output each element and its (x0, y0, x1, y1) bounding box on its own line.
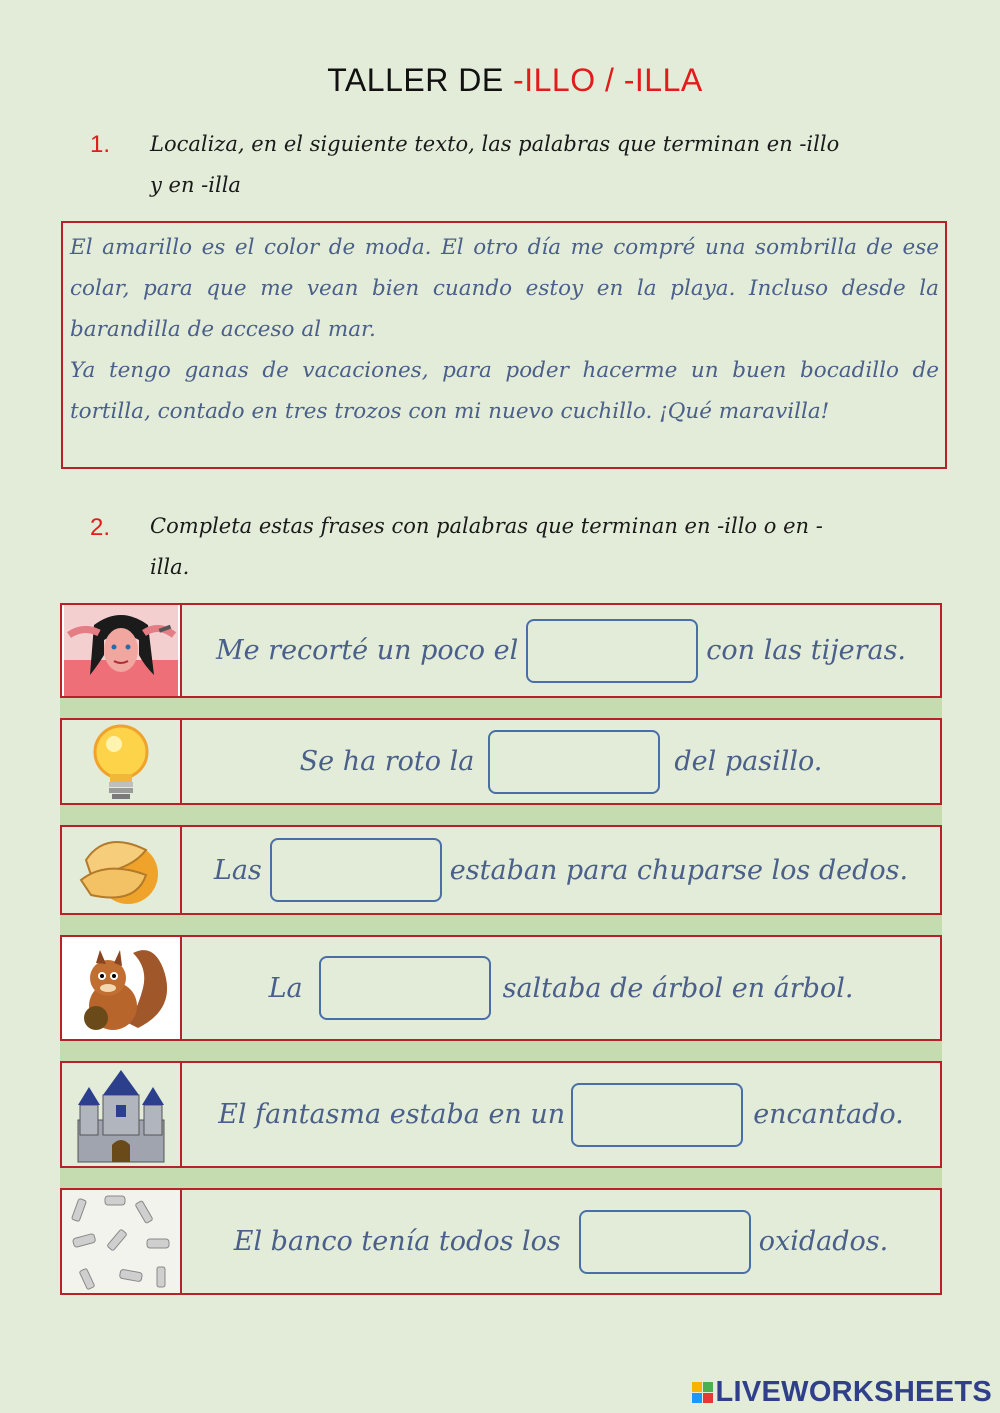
row-separator (60, 1168, 942, 1188)
q1-paragraph-1[interactable]: El amarillo es el color de moda. El otro día me compré una sombrilla de ese colar, para que me vean bien cuando estoy en la playa. Incluso desde la barandilla de acceso al mar. (70, 235, 939, 342)
logo-text: LIVEWORKSHEETS (715, 1376, 992, 1408)
row-separator (60, 698, 942, 718)
sentence-6-before: El banco tenía todos los (233, 1226, 561, 1257)
sentence-4-before: La (268, 972, 303, 1004)
answer-input-5[interactable] (571, 1083, 743, 1147)
answer-input-4[interactable] (319, 956, 491, 1020)
q1-instruction (150, 124, 950, 206)
row-separator (60, 1041, 942, 1061)
sentence-5-before: El fantasma estaba en un (218, 1099, 566, 1130)
sentence-6-after: oxidados. (758, 1226, 889, 1257)
sentence-row-3 (60, 825, 942, 915)
answer-input-1[interactable] (526, 619, 698, 683)
woman-haircut-icon (62, 605, 182, 696)
title-main: TALLER DE (327, 62, 514, 98)
q1-number: 1. (90, 131, 111, 158)
logo-mark-icon (692, 1382, 713, 1403)
page-title (0, 62, 1000, 99)
q1-instruction-line1: Localiza, en el siguiente texto, las palabras que terminan en -illo (150, 132, 840, 156)
q2-instruction-line1: Completa estas frases con palabras que terminan en -illo o en - (150, 514, 823, 538)
answer-input-2[interactable] (488, 730, 660, 794)
sentence-3-before: Las (213, 854, 262, 886)
title-highlight: -ILLO / -ILLA (513, 62, 703, 98)
sentence-row-5 (60, 1061, 942, 1168)
row-separator (60, 915, 942, 935)
liveworksheets-logo[interactable] (692, 1376, 993, 1409)
sentence-1-before: Me recorté un poco el (215, 635, 519, 666)
sentence-2-before: Se ha roto la (299, 746, 475, 777)
sentence-1-after: con las tijeras. (706, 635, 907, 666)
q2-instruction (150, 506, 950, 588)
sentence-2-after: del pasillo. (674, 746, 823, 777)
answer-input-6[interactable] (579, 1210, 751, 1274)
light-bulb-icon (62, 720, 182, 803)
sentence-row-4 (60, 935, 942, 1041)
sentence-3-after: estaban para chuparse los dedos. (449, 854, 909, 886)
sentence-row-2 (60, 718, 942, 805)
row-separator (60, 805, 942, 825)
sentence-4-after: saltaba de árbol en árbol. (502, 972, 854, 1004)
castle-icon (62, 1063, 182, 1166)
sentence-row-6 (60, 1188, 942, 1295)
squirrel-icon (62, 937, 182, 1039)
sentence-row-1 (60, 603, 942, 698)
q2-instruction-line2: illa. (150, 555, 190, 579)
q2-number: 2. (90, 514, 111, 541)
sentence-5-after: encantado. (753, 1099, 904, 1130)
screws-icon (62, 1190, 182, 1293)
q1-paragraph-2[interactable]: Ya tengo ganas de vacaciones, para poder hacerme un buen bocadillo de tortilla, contado en tres trozos con mi nuevo cuchillo. ¡Qué maravilla! (70, 358, 939, 424)
q1-reading-text (61, 221, 947, 469)
answer-input-3[interactable] (270, 838, 442, 902)
q1-instruction-line2: y en -illa (150, 173, 241, 197)
empanada-icon (62, 827, 182, 913)
